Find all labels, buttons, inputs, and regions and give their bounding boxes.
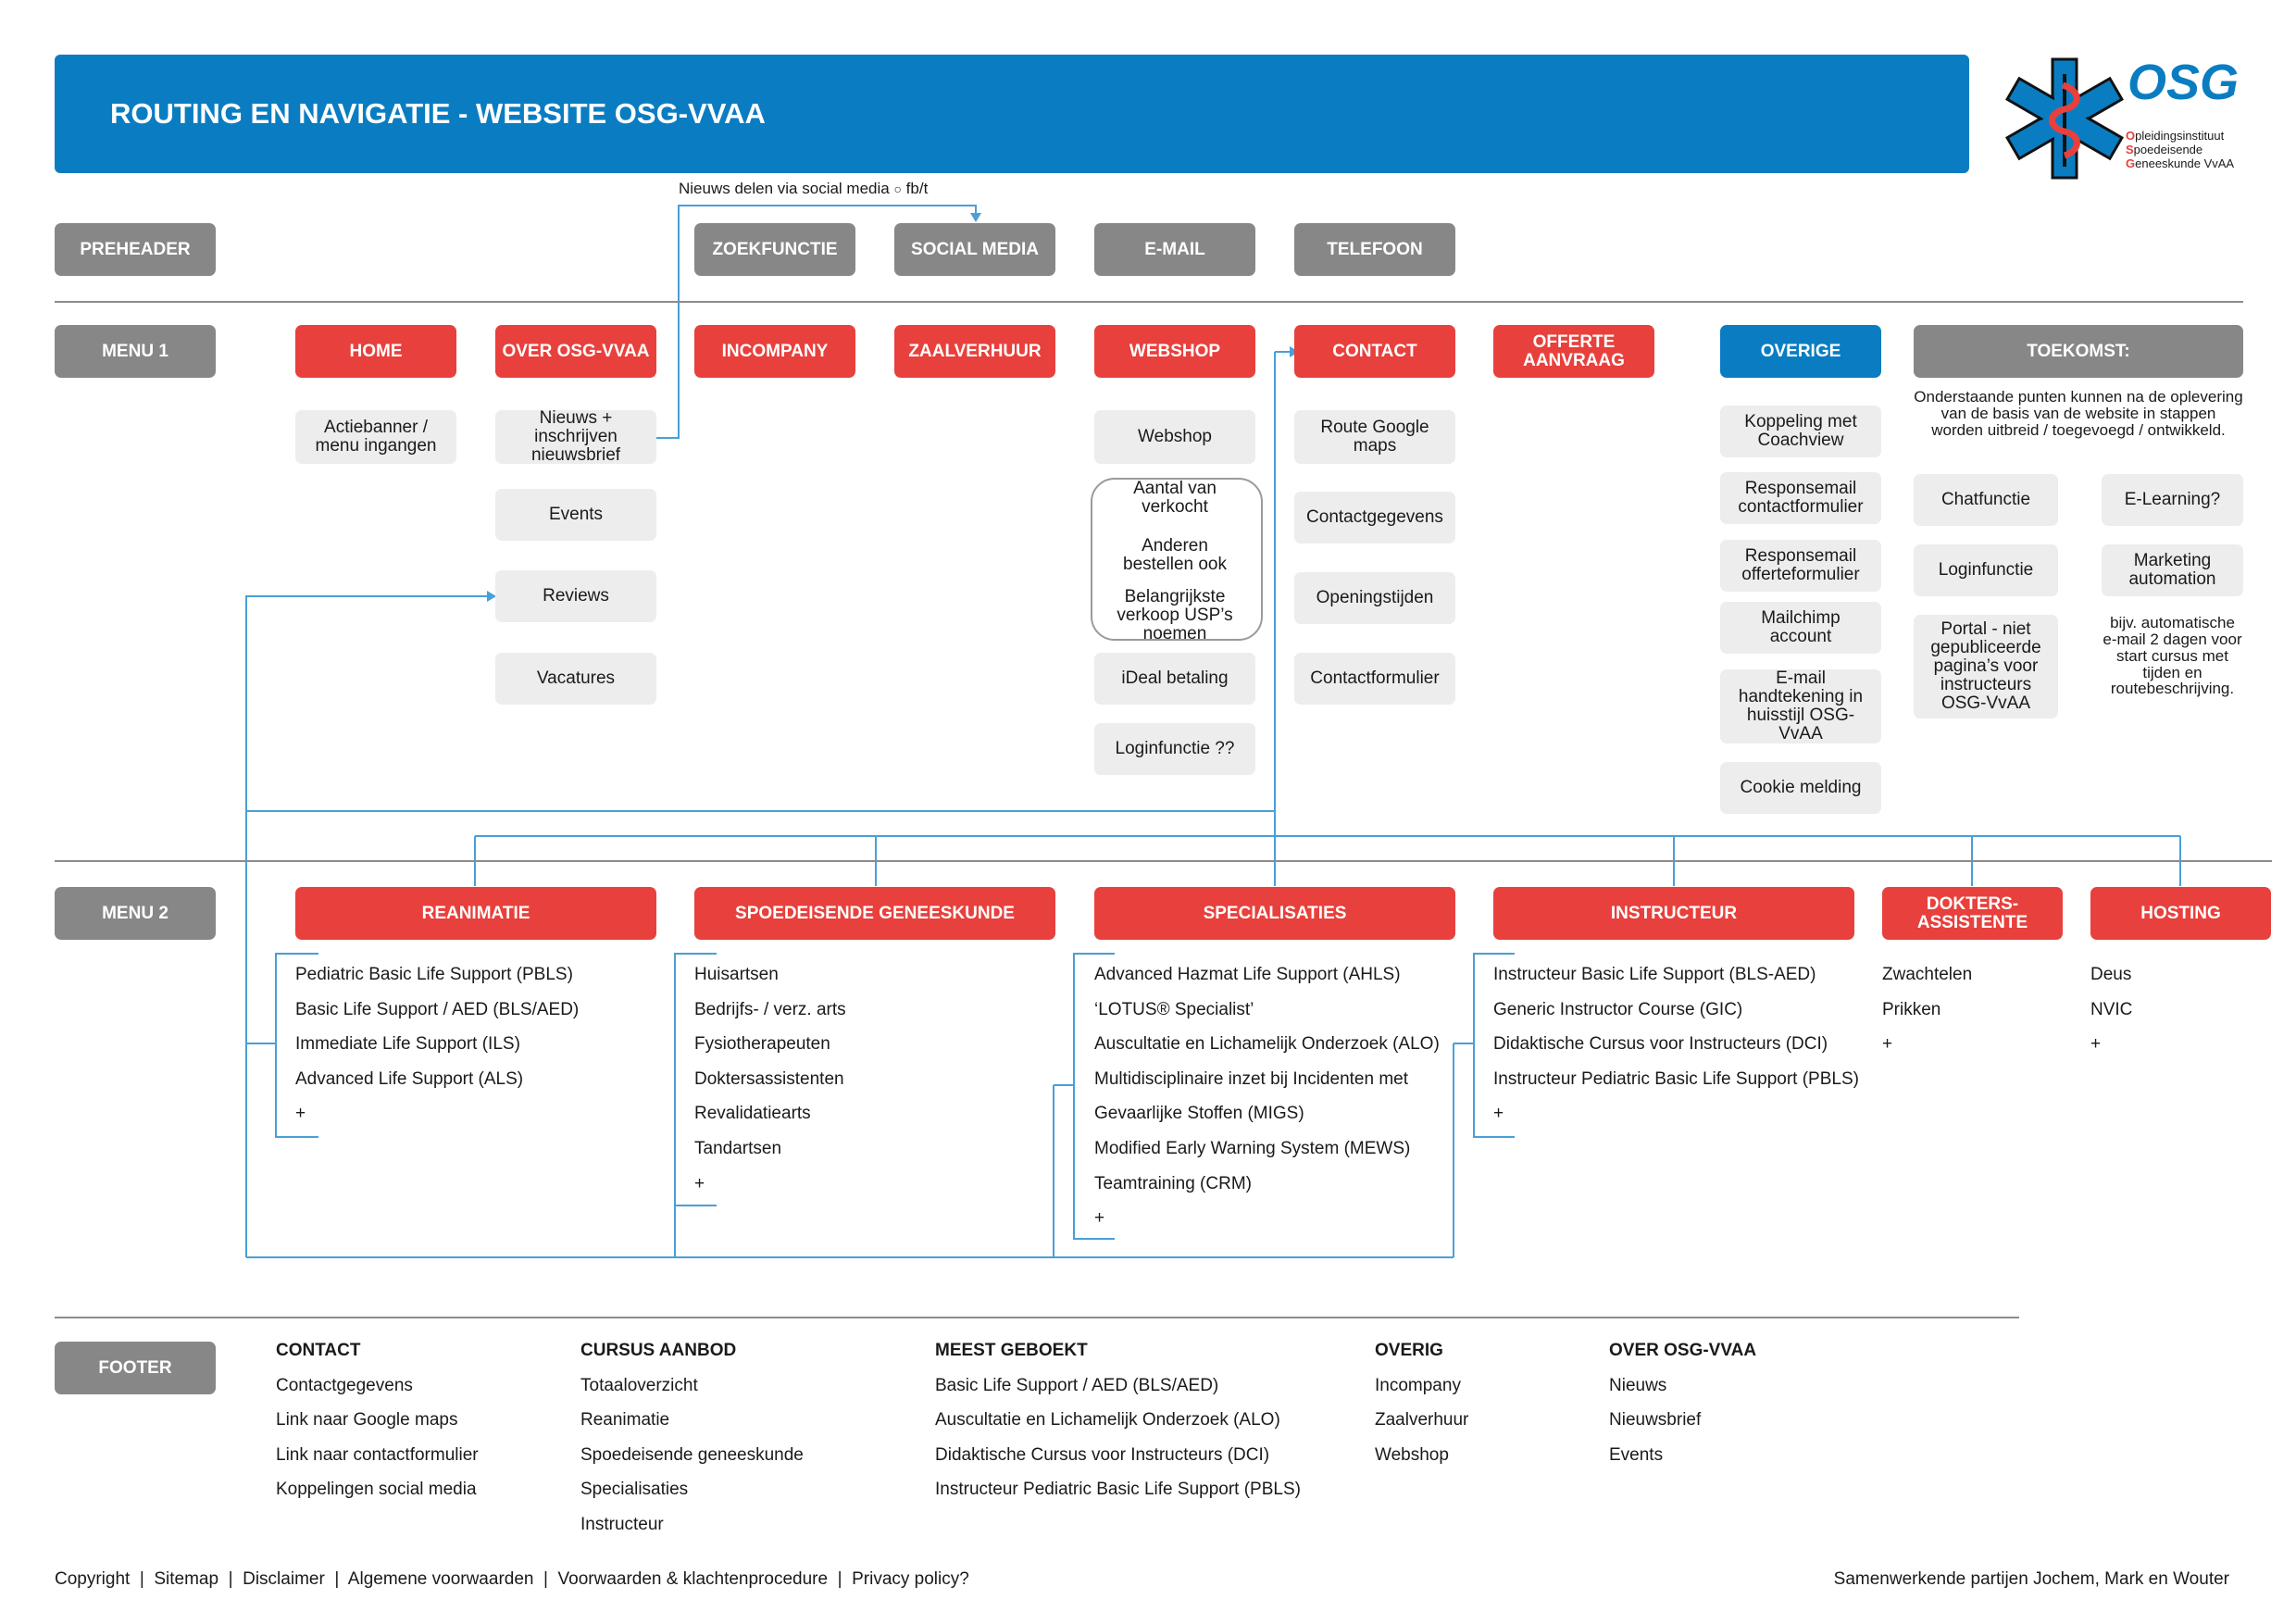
preheader-email[interactable]: E-MAIL	[1094, 223, 1255, 276]
toekomst-marketing-note: bijv. automatische e-mail 2 dagen voor start cursus met tijden en routebeschrijving.	[2103, 614, 2242, 698]
list-item-add[interactable]: +	[295, 1104, 306, 1124]
list-item[interactable]: Pediatric Basic Life Support (PBLS)	[295, 965, 573, 984]
legal-links[interactable]: Copyright | Sitemap | Disclaimer | Algemene voorwaarden | Voorwaarden & klachtenprocedure | Privacy policy?	[55, 1569, 969, 1589]
contact-route[interactable]: Route Google maps	[1294, 410, 1455, 464]
webshop-login[interactable]: Loginfunctie ??	[1094, 723, 1255, 775]
list-item[interactable]: Advanced Life Support (ALS)	[295, 1068, 524, 1089]
list-item[interactable]: Basic Life Support / AED (BLS/AED)	[295, 999, 580, 1019]
over-vacatures[interactable]: Vacatures	[495, 653, 656, 705]
list-item-add[interactable]: +	[1882, 1034, 1893, 1055]
doktersassistente-list	[1882, 957, 1972, 1062]
osg-logo	[2000, 52, 2250, 181]
list-item[interactable]: Auscultatie en Lichamelijk Onderzoek (ALO)	[1094, 1034, 1440, 1055]
menu1-label: MENU 1	[55, 325, 216, 378]
footer-heading: OVERIG	[1375, 1341, 1443, 1360]
credits: Samenwerkende partijen Jochem, Mark en Wouter	[1833, 1569, 2229, 1589]
footer-link[interactable]: Contactgegevens	[276, 1375, 413, 1395]
menu1-over-osg-vvaa[interactable]: OVER OSG-VVAA	[495, 325, 656, 378]
menu1-offerte-aanvraag[interactable]: OFFERTE AANVRAAG	[1493, 325, 1654, 378]
menu2-instructeur[interactable]: INSTRUCTEUR	[1493, 887, 1854, 940]
toekomst-chatfunctie[interactable]: Chatfunctie	[1914, 474, 2058, 526]
footer-col-meest-geboekt	[935, 1333, 1301, 1507]
list-item[interactable]: Prikken	[1882, 999, 1941, 1019]
footer-link[interactable]: Totaaloverzicht	[580, 1375, 698, 1395]
footer-link[interactable]: Instructeur	[580, 1514, 664, 1534]
overige-mailchimp[interactable]: Mailchimp account	[1720, 602, 1881, 654]
spoedeisende-list	[694, 957, 846, 1201]
list-item-add[interactable]: +	[2090, 1034, 2102, 1055]
footer-link[interactable]: Koppelingen social media	[276, 1480, 477, 1500]
footer-label: FOOTER	[55, 1342, 216, 1394]
footer-col-cursus-aanbod	[580, 1333, 804, 1543]
preheader-zoekfunctie[interactable]: ZOEKFUNCTIE	[694, 223, 855, 276]
webshop-webshop[interactable]: Webshop	[1094, 410, 1255, 464]
webshop-usp-1: Aantal van verkocht	[1133, 479, 1217, 517]
overige-coachview[interactable]: Koppeling met Coachview	[1720, 406, 1881, 457]
menu1-contact[interactable]: CONTACT	[1294, 325, 1455, 378]
footer-link[interactable]: Didaktische Cursus voor Instructeurs (DCI)	[935, 1444, 1270, 1465]
list-item-add[interactable]: +	[1493, 1104, 1504, 1124]
overige-email-handtekening[interactable]: E-mail handtekening in huisstijl OSG-VvAA	[1720, 669, 1881, 743]
divider	[55, 1317, 2019, 1318]
list-item[interactable]: NVIC	[2090, 999, 2133, 1019]
preheader-label: PREHEADER	[55, 223, 216, 276]
webshop-ideal[interactable]: iDeal betaling	[1094, 653, 1255, 705]
footer-col-contact	[276, 1333, 479, 1507]
overige-cookie[interactable]: Cookie melding	[1720, 762, 1881, 814]
contact-openingstijden[interactable]: Openingstijden	[1294, 572, 1455, 624]
footer-heading: CONTACT	[276, 1341, 361, 1360]
footer-link[interactable]: Auscultatie en Lichamelijk Onderzoek (ALO)	[935, 1410, 1280, 1430]
menu1-toekomst: TOEKOMST:	[1914, 325, 2243, 378]
list-item[interactable]: Instructeur Pediatric Basic Life Support (PBLS)	[1493, 1068, 1859, 1089]
toekomst-marketing[interactable]: Marketing automation	[2102, 544, 2243, 596]
list-item[interactable]: Revalidatiearts	[694, 1104, 811, 1124]
footer-link[interactable]: Spoedeisende geneeskunde	[580, 1444, 804, 1465]
star-of-life-icon	[2000, 52, 2129, 181]
footer-link[interactable]: Link naar contactformulier	[276, 1444, 479, 1465]
menu1-incompany[interactable]: INCOMPANY	[694, 325, 855, 378]
home-actiebanner[interactable]: Actiebanner / menu ingangen	[295, 410, 456, 464]
divider	[55, 301, 2243, 303]
contact-gegevens[interactable]: Contactgegevens	[1294, 492, 1455, 543]
footer-heading: OVER OSG-VVAA	[1609, 1341, 1757, 1360]
footer-col-overig	[1375, 1333, 1468, 1472]
specialisaties-list	[1094, 957, 1440, 1236]
menu2-spoedeisende-geneeskunde[interactable]: SPOEDEISENDE GENEESKUNDE	[694, 887, 1055, 940]
preheader-telefoon[interactable]: TELEFOON	[1294, 223, 1455, 276]
hosting-list	[2090, 957, 2132, 1062]
reanimatie-list	[295, 957, 579, 1131]
toekomst-elearning[interactable]: E-Learning?	[2102, 474, 2243, 526]
menu1-overige[interactable]: OVERIGE	[1720, 325, 1881, 378]
list-item[interactable]: Doktersassistenten	[694, 1068, 844, 1089]
list-item[interactable]: Gevaarlijke Stoffen (MIGS)	[1094, 1104, 1304, 1124]
list-item[interactable]: Bedrijfs- / verz. arts	[694, 999, 846, 1019]
webshop-usp-3: Belangrijkste verkoop USP’s noemen	[1117, 587, 1233, 643]
toekomst-loginfunctie[interactable]: Loginfunctie	[1914, 544, 2058, 596]
footer-link[interactable]: Webshop	[1375, 1444, 1449, 1465]
footer-col-over-osg	[1609, 1333, 1756, 1472]
footer-link[interactable]: Nieuws	[1609, 1375, 1667, 1395]
list-item[interactable]: Tandartsen	[694, 1138, 782, 1158]
menu1-home[interactable]: HOME	[295, 325, 456, 378]
list-item[interactable]: Zwachtelen	[1882, 965, 1973, 984]
footer-link[interactable]: Link naar Google maps	[276, 1410, 458, 1430]
list-item[interactable]: Teamtraining (CRM)	[1094, 1173, 1252, 1193]
list-item[interactable]: Huisartsen	[694, 965, 779, 984]
over-nieuws[interactable]: Nieuws + inschrijven nieuwsbrief	[495, 410, 656, 464]
list-item-add[interactable]: +	[1094, 1208, 1105, 1229]
menu1-zaalverhuur[interactable]: ZAALVERHUUR	[894, 325, 1055, 378]
toekomst-portal[interactable]: Portal - niet gepubliceerde pagina’s voor instructeurs OSG-VvAA	[1914, 615, 2058, 718]
menu2-reanimatie[interactable]: REANIMATIE	[295, 887, 656, 940]
over-reviews[interactable]: Reviews	[495, 570, 656, 622]
list-item[interactable]: Advanced Hazmat Life Support (AHLS)	[1094, 965, 1401, 984]
footer-link[interactable]: Basic Life Support / AED (BLS/AED)	[935, 1375, 1219, 1395]
footer-heading: MEEST GEBOEKT	[935, 1341, 1088, 1360]
menu1-webshop[interactable]: WEBSHOP	[1094, 325, 1255, 378]
page-title: ROUTING EN NAVIGATIE - WEBSITE OSG-VVAA	[110, 97, 766, 130]
divider	[55, 860, 2272, 862]
preheader-social-media[interactable]: SOCIAL MEDIA	[894, 223, 1055, 276]
list-item[interactable]: Deus	[2090, 965, 2132, 984]
list-item[interactable]: Immediate Life Support (ILS)	[295, 1034, 520, 1055]
overige-response-offerte[interactable]: Responsemail offerteformulier	[1720, 540, 1881, 592]
list-item[interactable]: Modified Early Warning System (MEWS)	[1094, 1138, 1411, 1158]
logo-subtitle: Opleidingsinstituut Spoedeisende Geneeskunde VvAA	[2126, 129, 2235, 170]
toekomst-intro: Onderstaande punten kunnen na de oplevering van de basis van de website in stappen worden uitbreid / toegevoegd / ontwikkeld.	[1914, 388, 2243, 439]
social-share-note: Nieuws delen via social media ○ fb/t	[679, 180, 929, 197]
footer-link[interactable]: Events	[1609, 1444, 1664, 1465]
over-events[interactable]: Events	[495, 489, 656, 541]
overige-response-contact[interactable]: Responsemail contactformulier	[1720, 472, 1881, 524]
menu2-label: MENU 2	[55, 887, 216, 940]
logo-brand: OSG	[2128, 55, 2240, 110]
contact-formulier[interactable]: Contactformulier	[1294, 653, 1455, 705]
footer-link[interactable]: Specialisaties	[580, 1480, 689, 1500]
footer-link[interactable]: Zaalverhuur	[1375, 1410, 1469, 1430]
footer-link[interactable]: Nieuwsbrief	[1609, 1410, 1702, 1430]
menu2-doktersassistente[interactable]: DOKTERS- ASSISTENTE	[1882, 887, 2063, 940]
share-icon: ○	[893, 181, 902, 196]
footer-link[interactable]: Incompany	[1375, 1375, 1461, 1395]
list-item[interactable]: Generic Instructor Course (GIC)	[1493, 999, 1743, 1019]
webshop-usp-2: Anderen bestellen ook	[1123, 536, 1227, 574]
menu2-hosting[interactable]: HOSTING	[2090, 887, 2271, 940]
list-item[interactable]: Fysiotherapeuten	[694, 1034, 830, 1055]
list-item[interactable]: Instructeur Basic Life Support (BLS-AED)	[1493, 965, 1816, 984]
list-item[interactable]: Didaktische Cursus voor Instructeurs (DCI)	[1493, 1034, 1828, 1055]
footer-link[interactable]: Instructeur Pediatric Basic Life Support (PBLS)	[935, 1480, 1301, 1500]
list-item[interactable]: Multidisciplinaire inzet bij Incidenten met	[1094, 1068, 1408, 1089]
list-item-add[interactable]: +	[694, 1173, 705, 1193]
instructeur-list	[1493, 957, 1859, 1131]
footer-link[interactable]: Reanimatie	[580, 1410, 670, 1430]
footer-heading: CURSUS AANBOD	[580, 1341, 737, 1360]
list-item[interactable]: ‘LOTUS® Specialist’	[1094, 999, 1254, 1019]
menu2-specialisaties[interactable]: SPECIALISATIES	[1094, 887, 1455, 940]
